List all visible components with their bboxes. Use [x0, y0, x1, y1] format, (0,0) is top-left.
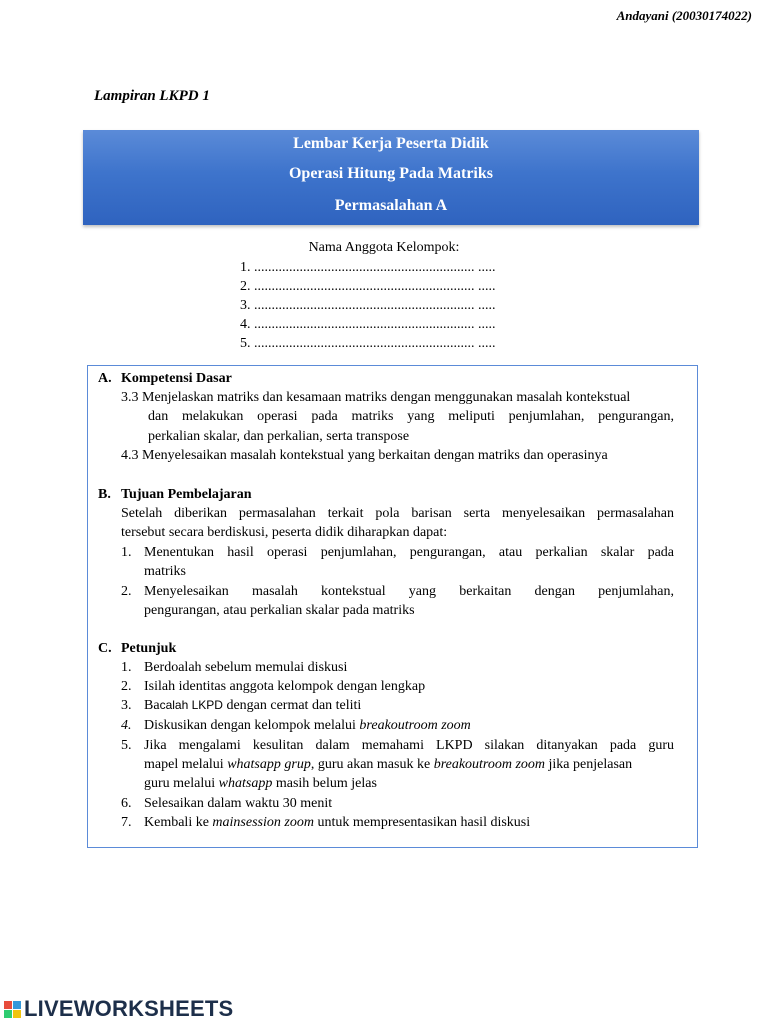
member-field-5[interactable]: 5. ............................................................... ..... [240, 336, 496, 351]
petunjuk-7 [144, 815, 530, 831]
banner-subtitle: Operasi Hitung Pada Matriks [288, 165, 493, 182]
member-field-1[interactable]: 1. ............................................................... ..... [240, 260, 496, 275]
petunjuk-7-part-c: untuk mempresentasikan hasil diskusi [313, 815, 531, 830]
petunjuk-3 [144, 698, 361, 714]
tujuan-item-2-number: 2. [121, 584, 132, 599]
section-c-title: Petunjuk [121, 641, 177, 656]
tujuan-item-1-line2: matriks [144, 564, 186, 579]
group-members-heading: Nama Anggota Kelompok: [308, 240, 460, 255]
attachment-label: Lampiran LKPD 1 [94, 88, 210, 104]
petunjuk-1-number: 1. [121, 660, 132, 675]
tujuan-intro-line2: tersebut secara berdiskusi, peserta didik diharapkan dapat: [121, 525, 448, 540]
kd-3-3-line1: 3.3 Menjelaskan matriks dan kesamaan matriks dengan menggunakan masalah kontekstual [121, 390, 631, 405]
content-box [87, 365, 698, 848]
petunjuk-7-part-a: Kembali ke [144, 815, 213, 830]
logo-square-blue [13, 1001, 21, 1009]
banner-problem: Permasalahan A [334, 197, 448, 214]
petunjuk-5-line3 [144, 776, 377, 792]
petunjuk-6-number: 6. [121, 796, 132, 811]
petunjuk-2-number: 2. [121, 679, 132, 694]
logo-square-red [4, 1001, 12, 1009]
kd-3-3-line2: dan melakukan operasi pada matriks yang meliputi penjumlahan, pengurangan, [148, 409, 674, 424]
petunjuk-5-l2-a: mapel melalui [144, 757, 228, 772]
tujuan-item-1-number: 1. [121, 545, 132, 560]
petunjuk-6: Selesaikan dalam waktu 30 menit [144, 796, 333, 811]
petunjuk-4 [144, 718, 471, 734]
section-b-title: Tujuan Pembelajaran [121, 487, 252, 502]
petunjuk-5-line1: Jika mengalami kesulitan dalam memahami LKPD silakan ditanyakan pada guru [144, 738, 674, 753]
petunjuk-5-l3-b: whatsapp [218, 776, 273, 791]
petunjuk-5-l2-e: jika penjelasan [545, 757, 633, 772]
petunjuk-3-part-c: dengan cermat dan teliti [222, 698, 362, 713]
logo-square-green [4, 1010, 12, 1018]
title-banner [83, 130, 699, 225]
logo-square-yellow [13, 1010, 21, 1018]
petunjuk-4-part-a: Diskusikan dengan kelompok melalui [144, 718, 360, 733]
tujuan-item-2-line1: Menyelesaikan masalah kontekstual yang berkaitan dengan penjumlahan, [144, 584, 674, 599]
petunjuk-3-part-b: calah LKPD [159, 698, 223, 712]
logo-text: LIVEWORKSHEETS [24, 996, 234, 1021]
tujuan-item-2-line2: pengurangan, atau perkalian skalar pada matriks [144, 603, 415, 618]
kd-4-3: 4.3 Menyelesaikan masalah kontekstual yang berkaitan dengan matriks dan operasinya [121, 448, 608, 463]
petunjuk-2: Isilah identitas anggota kelompok dengan lengkap [144, 679, 426, 694]
petunjuk-7-number: 7. [121, 815, 132, 830]
petunjuk-5-line2 [144, 757, 632, 773]
kd-3-3-line3: perkalian skalar, dan perkalian, serta transpose [148, 429, 410, 444]
tujuan-item-1-line1: Menentukan hasil operasi penjumlahan, pengurangan, atau perkalian skalar pada [144, 545, 674, 560]
petunjuk-5-number: 5. [121, 738, 132, 753]
logo-grid-icon [4, 1001, 21, 1018]
section-c-label: C. [98, 641, 112, 656]
petunjuk-5-l2-c: , guru akan masuk ke [310, 757, 434, 772]
petunjuk-4-number: 4. [121, 718, 132, 733]
section-a-label: A. [98, 371, 112, 386]
petunjuk-5-l2-b: whatsapp grup [227, 757, 311, 772]
author-name: Andayani (20030174022) [616, 8, 752, 23]
member-field-2[interactable]: 2. ............................................................... ..... [240, 279, 496, 294]
member-field-3[interactable]: 3. ............................................................... ..... [240, 298, 496, 313]
petunjuk-5-l2-d: breakoutroom zoom [433, 757, 546, 772]
petunjuk-5-l3-c: masih belum jelas [272, 776, 377, 791]
petunjuk-1: Berdoalah sebelum memulai diskusi [144, 660, 348, 675]
petunjuk-5-l3-a: guru melalui [144, 776, 219, 791]
petunjuk-3-number: 3. [121, 698, 132, 713]
section-a-title: Kompetensi Dasar [121, 371, 232, 386]
section-b-label: B. [98, 487, 111, 502]
petunjuk-4-part-b: breakoutroom zoom [359, 718, 471, 733]
tujuan-intro-line1: Setelah diberikan permasalahan terkait pola barisan serta menyelesaikan permasalahan [121, 506, 674, 521]
petunjuk-3-part-a: Ba [144, 698, 160, 713]
petunjuk-7-part-b: mainsession zoom [212, 815, 314, 830]
member-field-4[interactable]: 4. ............................................................... ..... [240, 317, 496, 332]
liveworksheets-logo[interactable] [4, 996, 233, 1022]
banner-title: Lembar Kerja Peserta Didik [293, 135, 489, 152]
